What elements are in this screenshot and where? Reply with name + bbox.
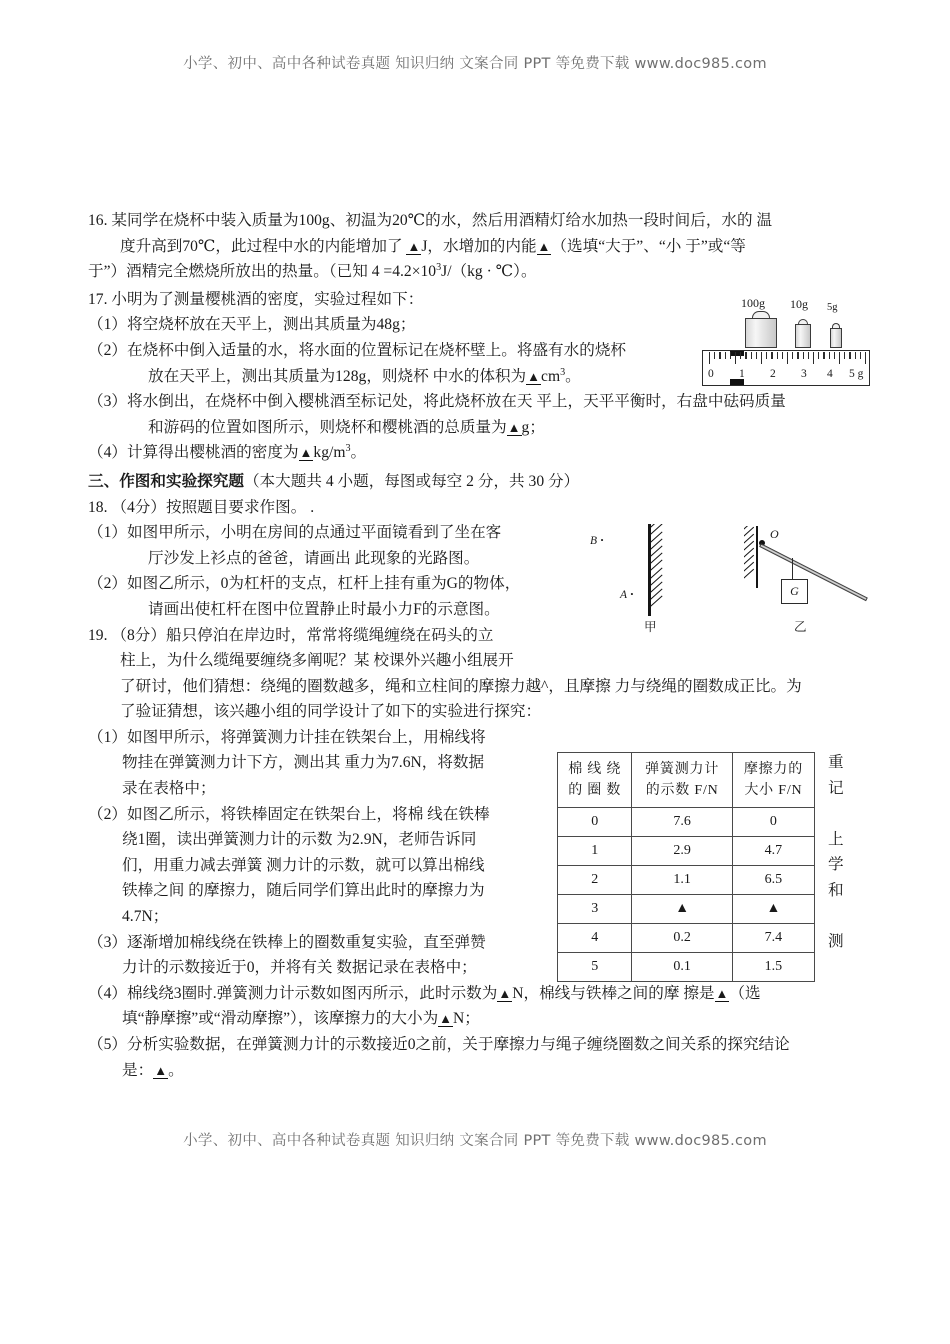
q17-item-3-text-a: 将水倒出，在烧杯中倒入樱桃酒至标记处，将此烧杯放在天 平上，天平平衡时，右盘中砝码质量 [127,393,786,411]
table-body [558,808,815,982]
table-row [558,808,815,837]
q19-stem-line-1: （8分）船只停泊在岸边时，常常将缆绳缠绕在码头的立 [111,626,494,644]
weight-body-10g-icon [795,324,811,348]
ruler-tick-26 [844,352,845,359]
ruler-num-1: 1 [739,368,745,380]
table-cell-r4-c2: 7.4 [732,924,814,953]
q17-item-3-text-b: 和游码的位置如图所示，则烧杯和樱桃酒的总质量为 [148,418,507,436]
q19-item-5-line2 [88,1058,888,1084]
weight-label-100g: 100g [741,296,765,310]
figure-label-yi: 乙 [794,620,807,634]
lever-bar-icon [759,543,868,601]
q17-blank-density[interactable]: ▲ [299,445,313,461]
experiment-data-table-wrap [557,752,815,982]
q19-item-5-label: （5） [88,1036,127,1053]
q19-item-4-label: （4） [88,984,127,1002]
q19-item-5-line1 [88,1032,888,1058]
margin-glyph-3: 上 [828,830,844,848]
table-cell-r2-c2: 6.5 [732,866,814,895]
q19-stem-line-3: 了研讨，他们猜想：绕绳的圈数越多，绳和立柱间的摩擦力越^，且摩擦 力与绕绳的圈数成正比。为 [120,677,802,695]
ruler-tick-12 [771,352,772,359]
q16-line2-b: J，水增加的内能 [421,237,537,255]
q19-stem-line-4: 了验证猜想，该兴趣小组的同学设计了如下的实验进行探究： [120,703,542,721]
q16-number: 16. [88,212,108,229]
table-row [558,953,815,982]
table-cell-r3-c1: ▲ [632,895,732,924]
margin-glyph-4: 学 [828,856,844,874]
ruler-tick-18 [803,352,804,359]
q17-item-2-sup: 3 [560,366,566,378]
col-header-friction-line1: 摩擦力的 [743,762,804,777]
table-cell-r2-c1: 1.1 [632,866,732,895]
ruler-tick-3 [725,352,726,359]
ruler-tick-17 [797,352,798,359]
pivot-label-O: O [770,527,779,541]
q19-item-1-line2: 物挂在弹簧测力计下方，测出其 重力为7.6N，将数据 [122,754,485,772]
margin-glyph-6 [828,904,868,930]
table-cell-r5-c0: 5 [558,953,632,982]
q19-left-column [88,725,568,981]
table-cell-r4-c0: 4 [558,924,632,953]
point-A-label: A · [620,586,635,601]
q17-number: 17. [88,290,108,308]
col-header-turns-line2: 的 圈 数 [568,783,622,798]
q18-item-2-text-a: 如图乙所示，0为杠杆的支点，杠杆上挂有重为G的物体， [127,575,521,593]
ruler-tick-21 [818,352,819,359]
ruler-tick-10 [761,352,762,364]
q16-line3-text: 于”）酒精完全燃烧所放出的热量。（已知 4 =4.2×10 [88,263,437,281]
q19-item-4-line1 [88,981,888,1007]
figure-label-jia: 甲 [644,620,657,634]
q19-item-3-text-1: 逐渐增加棉线绕在铁棒上的圈数重复实验，直至弹赞 [127,933,486,951]
q17-blank-mass[interactable]: ▲ [507,419,521,435]
table-header-row [558,753,815,808]
ruler-tick-4 [730,352,731,359]
table-cell-r3-c2: ▲ [732,895,814,924]
q17-item-4-text-c: 。 [350,444,367,462]
slider-scale-ruler [702,350,870,386]
table-row [558,837,815,866]
q18-item-2-label: （2） [88,575,127,593]
table-cell-r1-c1: 2.9 [632,837,732,866]
table-row [558,866,815,895]
q19-item-2-line2: 绕1圈，读出弹簧测力计的示数 为2.9N，老师告诉同 [122,831,477,849]
q19-item-4-text-b: N，棉线与铁棒之间的摩 擦是 [512,984,715,1002]
ruler-tick-0 [709,352,710,364]
q19-item-2-line4: 铁棒之间 的摩擦力，随后同学们算出此时的摩擦力为 [122,882,485,900]
ruler-tick-6 [740,352,741,359]
q19-blank-reading[interactable]: ▲ [498,985,512,1001]
q17-blank-volume[interactable]: ▲ [527,368,541,384]
q19-item-2-line5: 4.7N； [122,908,169,926]
col-header-spring-line2: 的示数 F/N [645,783,719,798]
ruler-tick-5 [735,352,736,364]
table-cell-r0-c1: 7.6 [632,808,732,837]
ruler-num-5: 5 g [849,368,864,380]
q19-item-4-text-d: 填“静摩擦”或“滑动摩擦”），该摩擦力的大小为 [122,1010,439,1028]
q19-item-2-label: （2） [88,805,127,823]
margin-overflow-glyphs [828,750,868,955]
col-header-turns-line1: 棉 线 绕 [568,762,622,777]
ruler-tick-24 [834,352,835,359]
q19-item-4-text-a: 棉线绕3圈时.弹簧测力计示数如图丙所示，此时示数为 [127,984,498,1002]
q17-item-3-line1 [88,389,888,415]
watermark-header: 小学、初中、高中各种试卷真题 知识归纳 文案合同 PPT 等免费下载 www.doc985.com [183,56,767,72]
ruler-num-0: 0 [708,368,714,380]
table-cell-r4-c1: 0.2 [632,924,732,953]
ruler-tick-19 [808,352,809,359]
q17-item-4-label: （4） [88,444,127,462]
col-header-spring-reading [632,753,732,808]
q16-line2-c: （选填“大于”、“小 于”或“等 [551,237,746,255]
q18-number: 18. [88,498,108,516]
q16-line2-a: 度升高到70℃，此过程中水的内能增加了 [120,237,407,255]
experiment-data-table [557,752,815,982]
q17-item-4-text-a: 计算得出樱桃酒的密度为 [127,444,299,462]
table-cell-r0-c0: 0 [558,808,632,837]
table-row [558,895,815,924]
question-18 [88,495,888,521]
q18-item-2-text-b: 请画出使杠杆在图中位置静止时最小力F的示意图。 [148,600,500,618]
q19-item-2-line1 [88,802,568,828]
table-cell-r1-c2: 4.7 [732,837,814,866]
q17-item-2-text-a: 在烧杯中倒入适量的水，将水面的位置标记在烧杯壁上。将盛有水的烧杯 [127,341,627,359]
weight-block-G: G [781,579,808,604]
ruler-tick-14 [782,352,783,359]
q17-stem: 小明为了测量樱桃酒的密度，实验过程如下： [111,290,424,308]
point-B-label: B · [590,532,605,547]
wall-line-icon [756,526,758,588]
ruler-tick-1 [714,352,715,359]
q19-blank-friction-value[interactable]: ▲ [439,1011,453,1027]
q19-number: 19. [88,626,108,644]
weight-body-5g-icon [830,328,842,348]
ruler-tick-11 [766,352,767,359]
table-row [558,924,815,953]
ruler-tick-16 [792,352,793,359]
watermark-footer: 小学、初中、高中各种试卷真题 知识归纳 文案合同 PPT 等免费下载 www.doc985.com [183,1133,767,1149]
q19-item-3-line2: 力计的示数接近于0，并将有关 数据记录在表格中； [122,959,477,977]
q18-item-1-text-b: 厅沙发上衫点的爸爸，请画出 此现象的光路图。 [148,549,480,567]
ruler-tick-28 [855,352,856,359]
q17-item-3-text-c: g； [521,418,545,436]
q19-stem-line-2: 柱上，为什么缆绳要缠绕多阐呢？某 校课外兴趣小组展开 [120,652,514,670]
q16-line3-end: J/（kg · ℃）。 [441,263,537,281]
col-header-friction [732,753,814,808]
q19-item-2-line3: 们，用重力减去弹簧 测力计的示数，就可以算出棉线 [122,856,485,874]
table-cell-r5-c2: 1.5 [732,953,814,982]
table-cell-r5-c1: 0.1 [632,953,732,982]
ruler-tick-20 [813,352,814,364]
q19-item-1-line3: 录在表格中； [122,780,216,798]
q16-blank-2[interactable]: ▲ [537,238,551,254]
q17-item-2-text-b: 放在天平上，测出其质量为128g，则烧杯 中水的体积为 [148,367,527,385]
weight-label-10g: 10g [790,297,808,311]
q16-line2 [88,234,888,260]
weight-labels [700,296,875,314]
col-header-friction-line2: 大小 F/N [744,783,803,798]
q17-item-2-text-c: cm [541,367,561,385]
margin-glyph-5: 和 [828,881,844,899]
q19-item-5-text-a: 分析实验数据，在弹簧测力计的示数接近0之前，关于摩擦力与绳子缠绕圈数之间关系的探究结论 [127,1036,790,1053]
section-3-detail: （本大题共 4 小题，每图或每空 2 分，共 30 分） [243,472,580,490]
q18-item-1-text-a: 如图甲所示，小明在房间的点通过平面镜看到了坐在客 [127,524,502,542]
ruler-num-4: 4 [827,368,833,380]
ruler-tick-22 [823,352,824,359]
q19-item-4-text-e: N； [453,1010,480,1028]
q19-item-4-text-c: （选 [729,984,761,1002]
q16-line3 [88,259,888,285]
ruler-tick-8 [751,352,752,359]
margin-glyph-2 [828,801,868,827]
weight-label-5g: 5g [827,302,838,313]
ruler-tick-27 [849,352,850,359]
section-3-heading [88,469,888,495]
q18-item-1-label: （1） [88,524,127,542]
q19-item-1-text-1: 如图甲所示，将弹簧测力计挂在铁架台上，用棉线将 [127,728,486,746]
q19-item-1-label: （1） [88,728,127,746]
q19-blank-conclusion[interactable]: ▲ [154,1062,168,1078]
ruler-tick-15 [787,352,788,364]
q17-item-1-label: （1） [88,316,127,334]
table-cell-r3-c0: 3 [558,895,632,924]
hanging-string-icon [792,558,793,581]
q19-item-3-line1 [88,930,568,956]
ruler-tick-2 [719,352,720,359]
section-3-title: 三、作图和实验探究题 [88,471,244,490]
q19-item-5-text-c: 。 [168,1061,184,1079]
q17-item-3-label: （3） [88,393,127,411]
table-cell-r2-c0: 2 [558,866,632,895]
ruler-tick-25 [839,352,840,364]
q18-stem: （4分）按照题目要求作图。 . [111,498,315,516]
q16-blank-1[interactable]: ▲ [407,238,421,254]
q19-item-5-text-b: 是： [122,1061,154,1079]
q17-item-4-text-b: kg/m [313,444,346,462]
weight-body-100g-icon [745,318,777,348]
col-header-turns [558,753,632,808]
q17-item-4 [88,440,888,466]
ruler-tick-30 [865,352,866,364]
q19-item-1-line1 [88,725,568,751]
q17-item-2-text-d: 。 [565,367,581,385]
ruler-tick-7 [745,352,746,359]
q19-item-3-label: （3） [88,933,127,951]
q19-blank-friction-type[interactable]: ▲ [715,985,729,1001]
margin-glyph-0: 重 [828,754,844,771]
question-16 [88,208,888,234]
q18-figures [578,524,883,636]
ruler-num-3: 3 [801,368,807,380]
ruler-tick-29 [860,352,861,359]
mirror-hatching-icon [650,524,665,616]
col-header-spring-line1: 弹簧测力计 [645,762,720,777]
q17-item-3-line2 [88,415,888,441]
q17-item-2-label: （2） [88,341,127,359]
q17-item-4-sup: 3 [345,443,351,455]
q16-line1: 某同学在烧杯中装入质量为100g、初温为20℃的水，然后用酒精灯给水加热一段时间后，水的 温 [111,212,773,229]
ruler-num-2: 2 [770,368,776,380]
table-cell-r1-c0: 1 [558,837,632,866]
ruler-tick-23 [829,352,830,359]
q17-item-1-text: 将空烧杯放在天平上，测出其质量为48g； [127,316,416,334]
balance-weights-figure [700,296,875,388]
rider-marker-top-icon [730,351,744,356]
q19-item-4-line2 [88,1006,888,1032]
table-cell-r0-c2: 0 [732,808,814,837]
ruler-tick-13 [777,352,778,359]
q19-item-2-text-1: 如图乙所示，将铁棒固定在铁架台上，将棉 线在铁棒 [127,805,490,823]
margin-glyph-1: 记 [828,779,844,797]
ruler-tick-9 [756,352,757,359]
q16-exponent: 3 [436,262,442,273]
margin-glyph-7: 测 [828,933,844,951]
